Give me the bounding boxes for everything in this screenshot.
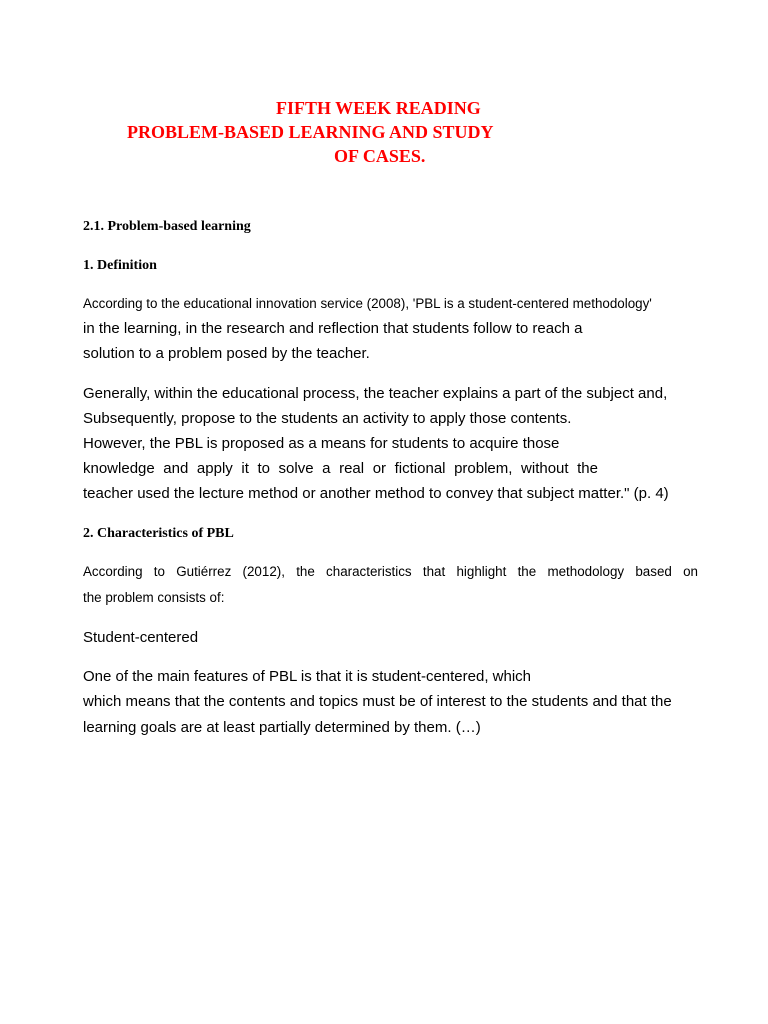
characteristics-intro-line2: the problem consists of: xyxy=(83,590,225,605)
definition-para2-line1: Generally, within the educational process, the teacher explains a part of the subject and, xyxy=(83,385,668,402)
characteristics-para-line1: One of the main features of PBL is that it is student-centered, which xyxy=(83,668,532,685)
section-heading: 2.1. Problem-based learning xyxy=(83,219,251,234)
characteristics-para-line2: which means that the contents and topics must be of interest to the students and that the xyxy=(83,693,672,710)
definition-para1-line3: solution to a problem posed by the teacher. xyxy=(83,345,370,362)
definition-para1-line2: in the learning, in the research and reflection that students follow to reach a xyxy=(83,320,583,337)
characteristics-para-line3: learning goals are at least partially determined by them. (…) xyxy=(83,719,481,736)
definition-para2-line2: Subsequently, propose to the students an activity to apply those contents. xyxy=(83,410,572,427)
characteristics-subheading: Student-centered xyxy=(83,629,199,646)
definition-para2-line4: knowledge and apply it to solve a real or fictional problem, without the xyxy=(83,460,598,477)
definition-para1-line1: According to the educational innovation service (2008), 'PBL is a student-centered methodology' xyxy=(83,296,652,311)
definition-heading: 1. Definition xyxy=(83,258,157,273)
definition-para2-line5: teacher used the lecture method or another method to convey that subject matter." (p. 4) xyxy=(83,485,669,502)
characteristics-intro-line1: According to Gutiérrez (2012), the characteristics that highlight the methodology based on xyxy=(83,564,698,579)
title-line-1: FIFTH WEEK READING xyxy=(276,98,481,118)
definition-para2-line3: However, the PBL is proposed as a means for students to acquire those xyxy=(83,435,560,452)
characteristics-heading: 2. Characteristics of PBL xyxy=(83,526,234,541)
title-line-3: OF CASES. xyxy=(334,146,426,166)
title-line-2: PROBLEM-BASED LEARNING AND STUDY xyxy=(127,122,494,142)
